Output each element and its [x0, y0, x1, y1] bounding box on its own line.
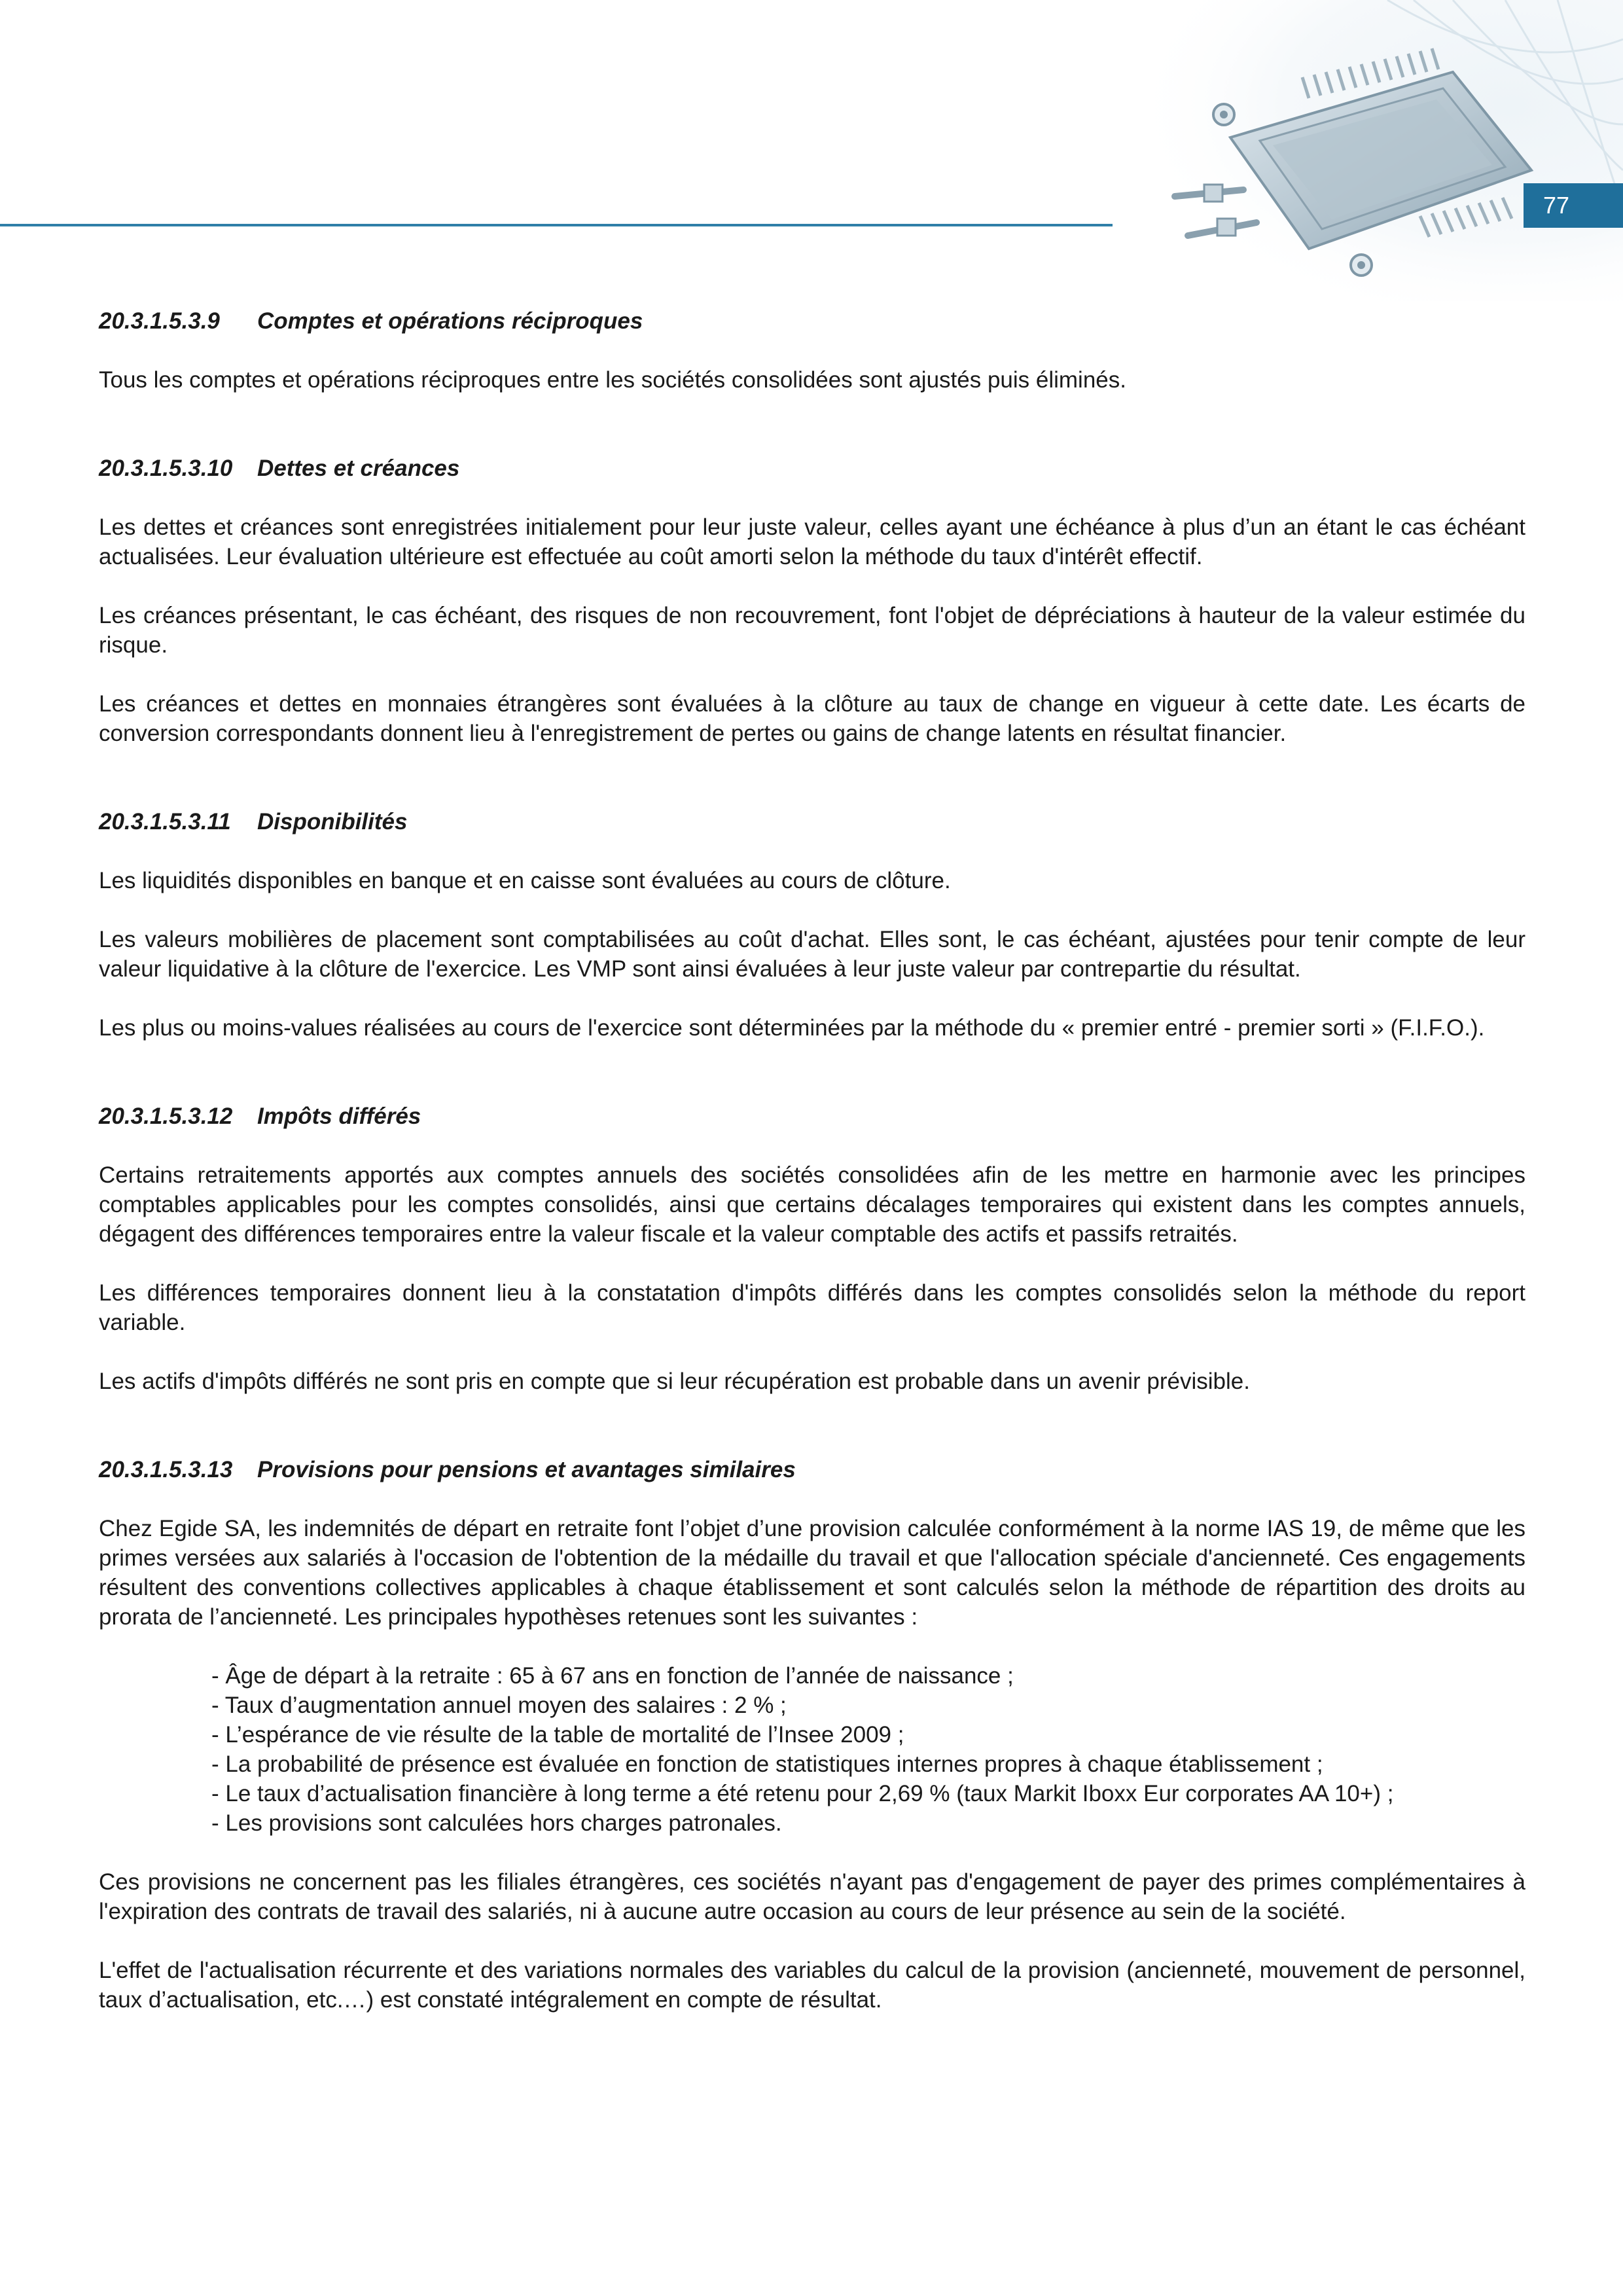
section-number: 20.3.1.5.3.12 [99, 1103, 233, 1129]
section-title [99, 1455, 1525, 1484]
section-number: 20.3.1.5.3.11 [99, 809, 231, 834]
paragraph: Ces provisions ne concernent pas les filiales étrangères, ces sociétés n'ayant pas d'engagement de payer des primes complémentaires à l'expiration des contrats de travail des salariés, ni à aucune autre occasion au cours de leur présence au sein de la société. [99, 1869, 1525, 1924]
paragraph: Les valeurs mobilières de placement sont comptabilisées au coût d'achat. Elles sont, le cas échéant, ajustées pour tenir compte de leur valeur liquidative à la clôture de l'exercice. Les VMP sont ainsi évaluées à leur juste valeur par contrepartie du résultat. [99, 927, 1525, 982]
document-body [99, 306, 1525, 2073]
list-item: - L’espérance de vie résulte de la table de mortalité de l’Insee 2009 ; [211, 1720, 1525, 1749]
section-title [99, 454, 1525, 483]
list-item: - La probabilité de présence est évaluée en fonction de statistiques internes propres à chaque établissement ; [211, 1749, 1525, 1779]
paragraph: Certains retraitements apportés aux comptes annuels des sociétés consolidées afin de les mettre en harmonie avec les principes comptables applicables pour les comptes consolidés, ainsi que certains décalages temporaires qui existent dans les comptes annuels, dégagent des différences temporaires entre la valeur fiscale et la valeur comptable des actifs et passifs retraités. [99, 1162, 1525, 1247]
section-comptes-reciproques [99, 306, 1525, 395]
paragraph: Les créances présentant, le cas échéant, des risques de non recouvrement, font l'objet de dépréciations à hauteur de la valeur estimée du risque. [99, 603, 1525, 658]
section-dettes-creances [99, 454, 1525, 748]
paragraph: Les dettes et créances sont enregistrées initialement pour leur juste valeur, celles ayant une échéance à plus d’un an étant le cas échéant actualisées. Leur évaluation ultérieure est effectuée au coût amorti selon la méthode du taux d'intérêt effectif. [99, 514, 1525, 569]
section-heading: Disponibilités [257, 809, 408, 834]
hypotheses-list [99, 1661, 1525, 1838]
paragraph: Les actifs d'impôts différés ne sont pris en compte que si leur récupération est probable dans un avenir prévisible. [99, 1369, 1250, 1394]
paragraph: Les créances et dettes en monnaies étrangères sont évaluées à la clôture au taux de change en vigueur à cette date. Les écarts de conversion correspondants donnent lieu à l'enregistrement de pertes ou gains de change latents en résultat financier. [99, 691, 1525, 746]
paragraph: Les différences temporaires donnent lieu à la constatation d'impôts différés dans les comptes consolidés selon la méthode du report variable. [99, 1280, 1525, 1335]
section-number: 20.3.1.5.3.9 [99, 308, 220, 334]
section-number: 20.3.1.5.3.13 [99, 1457, 233, 1482]
paragraph: Les plus ou moins-values réalisées au cours de l'exercice sont déterminées par la méthode du « premier entré - premier sorti » (F.I.F.O.). [99, 1015, 1485, 1041]
header-rule [0, 224, 1113, 226]
section-heading: Provisions pour pensions et avantages similaires [257, 1457, 796, 1482]
section-heading: Comptes et opérations réciproques [257, 308, 643, 334]
section-title [99, 807, 1525, 836]
list-item: - Les provisions sont calculées hors charges patronales. [211, 1808, 1525, 1838]
section-heading: Dettes et créances [257, 456, 460, 481]
section-heading: Impôts différés [257, 1103, 421, 1129]
paragraph: Les liquidités disponibles en banque et en caisse sont évaluées au cours de clôture. [99, 868, 951, 893]
electronic-package-icon [1113, 0, 1623, 301]
paragraph: Tous les comptes et opérations réciproques entre les sociétés consolidées sont ajustés puis éliminés. [99, 367, 1126, 393]
page-number: 77 [1524, 183, 1623, 228]
section-title [99, 1102, 1525, 1131]
section-provisions-pensions [99, 1455, 1525, 2015]
section-impots-differes [99, 1102, 1525, 1396]
list-item: - Âge de départ à la retraite : 65 à 67 ans en fonction de l’année de naissance ; [211, 1661, 1525, 1691]
section-number: 20.3.1.5.3.10 [99, 456, 233, 481]
paragraph: Chez Egide SA, les indemnités de départ en retraite font l’objet d’une provision calculée conformément à la norme IAS 19, de même que les primes versées aux salariés à l'occasion de l'obtention de la médaille du travail et que l'allocation spéciale d'ancienneté. Ces engagements résultent des conventions collectives applicables à chaque établissement et sont calculés selon la méthode de répartition des droits au prorata de l’ancienneté. Les principales hypothèses retenues sont les suivantes : [99, 1516, 1525, 1630]
section-disponibilites [99, 807, 1525, 1043]
list-item: - Taux d’augmentation annuel moyen des salaires : 2 % ; [211, 1691, 1525, 1720]
paragraph: L'effet de l'actualisation récurrente et des variations normales des variables du calcul de la provision (ancienneté, mouvement de personnel, taux d’actualisation, etc.…) est constaté intégralement en compte de résultat. [99, 1958, 1525, 2013]
list-item: - Le taux d’actualisation financière à long terme a été retenu pour 2,69 % (taux Markit Iboxx Eur corporates AA 10+) ; [211, 1779, 1525, 1808]
section-title [99, 306, 1525, 336]
